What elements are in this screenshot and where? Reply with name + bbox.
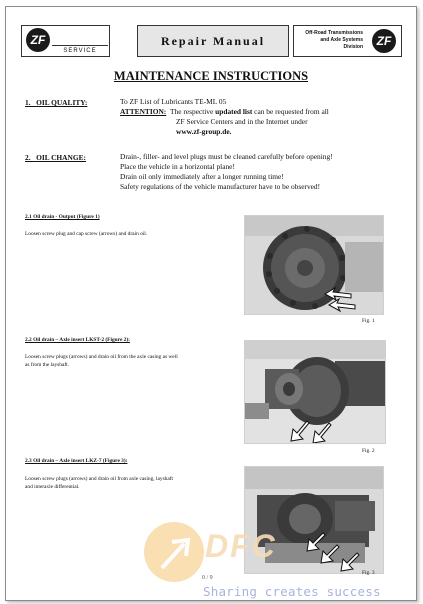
figure-1-caption: Fig. 1 [362,318,375,324]
page-header [16,18,402,58]
section-2-1-text: Loosen screw plug and cap screw (arrows) and drain oil. [25,231,148,237]
watermark-tagline: Sharing creates success [203,584,381,599]
oil-quality-text: To ZF List of Lubricants TE-ML 05 ATTENTION: The respective updated list can be requested from all ZF Service Centers and in the Internet under www.zf-group.de. [120,97,329,136]
arrow-up-right-icon [144,522,204,582]
page-number: 0 / 9 [202,575,213,581]
page-heading: MAINTENANCE INSTRUCTIONS [113,69,309,83]
figure-1-photo [245,216,383,314]
section-2-3-heading: 2.3 Oil drain – Axle insert LKZ-7 (Figure 3): [25,458,128,464]
section-2-1-heading: 2.1 Oil drain - Output (Figure 1) [25,214,100,220]
oil-change-label: 2. OIL CHANGE: [25,153,86,162]
oil-change-text: Drain-, filler- and level plugs must be cleaned carefully before opening! Place the vehicle in a horizontal plane! Drain oil only immediately after a longer running time! Safety regulations of the vehicle manufacturer have to be observed! [120,152,333,191]
service-label: SERVICE [52,45,108,56]
division-text: Off-Road Transmissions and Axle Systems Division [305,30,363,50]
figure-2-photo [245,341,385,443]
watermark-logo-circle [144,522,204,582]
zf-logo-icon-right: ZF [372,29,396,53]
manual-page [5,6,417,601]
division-box [293,25,402,57]
section-2-3-text: Loosen screw plugs (arrows) and drain oil from axle casing, layshaft and interaxle differential. [25,476,174,490]
section-2-2-heading: 2.2 Oil drain – Axle insert LKST-2 (Figure 2): [25,337,130,343]
zf-service-logo [21,25,110,57]
figure-3-caption: Fig. 3 [362,570,375,576]
zf-logo-icon: ZF [26,28,50,52]
oil-quality-label: 1. OIL QUALITY: [25,98,88,107]
manual-title: Repair Manual [137,25,289,57]
figure-2-image [244,340,386,444]
section-2-2-text: Loosen screw plugs (arrows) and drain oil from the axle casing as well as from the layshaft. [25,354,178,368]
figure-1-image [244,215,384,315]
figure-2-caption: Fig. 2 [362,448,375,454]
watermark-brand: DFC [205,528,277,564]
